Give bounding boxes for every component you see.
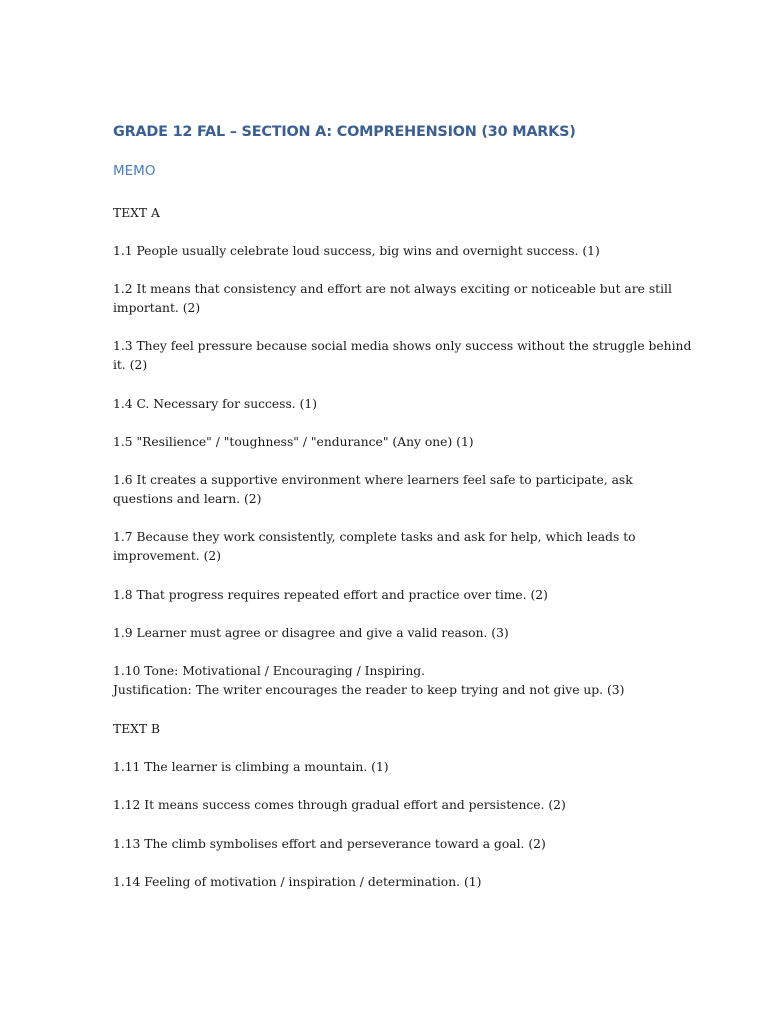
answer-1-13 — [113, 835, 673, 854]
answer-line: 1.3 They feel pressure because social media shows only success without the struggle behind — [113, 339, 692, 353]
answer-line: 1.2 It means that consistency and effort are not always exciting or noticeable but are still — [113, 282, 672, 296]
answer-line: improvement. (2) — [113, 549, 222, 564]
answer-1-2 — [113, 280, 673, 318]
answer-1-8 — [113, 586, 673, 605]
answer-1-6 — [113, 471, 673, 509]
section-label: TEXT A — [113, 206, 160, 220]
answer-line: 1.11 The learner is climbing a mountain. (1) — [113, 760, 389, 774]
answer-line: 1.4 C. Necessary for success. (1) — [113, 397, 318, 411]
answer-line: 1.13 The climb symbolises effort and perseverance toward a goal. (2) — [113, 837, 546, 851]
answer-line: 1.1 People usually celebrate loud success, big wins and overnight success. (1) — [113, 244, 600, 258]
answer-line: 1.10 Tone: Motivational / Encouraging / Inspiring. — [113, 664, 426, 678]
answer-1-12 — [113, 796, 673, 815]
text-b-label — [113, 720, 673, 739]
answer-line: important. (2) — [113, 301, 201, 316]
answer-line: 1.5 "Resilience" / "toughness" / "endurance" (Any one) (1) — [113, 435, 474, 449]
text-a-label — [113, 204, 673, 223]
memo-subtitle: MEMO — [113, 163, 156, 179]
section-label: TEXT B — [113, 722, 161, 736]
answer-1-3 — [113, 337, 692, 375]
answer-line: 1.9 Learner must agree or disagree and give a valid reason. (3) — [113, 626, 509, 640]
answer-1-1 — [113, 242, 673, 261]
answer-1-10 — [113, 662, 673, 700]
answer-line: it. (2) — [113, 358, 148, 373]
answer-1-11 — [113, 758, 673, 777]
answer-1-9 — [113, 624, 673, 643]
answer-line: 1.7 Because they work consistently, complete tasks and ask for help, which leads to — [113, 530, 636, 544]
answer-1-4 — [113, 395, 673, 414]
answer-line: Justification: The writer encourages the reader to keep trying and not give up. (3) — [113, 683, 625, 698]
answer-1-7 — [113, 528, 673, 566]
answer-line: 1.12 It means success comes through gradual effort and persistence. (2) — [113, 798, 566, 812]
answer-1-5 — [113, 433, 673, 452]
answer-line: 1.6 It creates a supportive environment where learners feel safe to participate, ask — [113, 473, 633, 487]
answer-line: 1.14 Feeling of motivation / inspiration / determination. (1) — [113, 875, 482, 889]
answer-line: 1.8 That progress requires repeated effort and practice over time. (2) — [113, 588, 548, 602]
answer-line: questions and learn. (2) — [113, 492, 262, 507]
document-title: GRADE 12 FAL – SECTION A: COMPREHENSION (30 MARKS) — [113, 124, 576, 140]
answer-1-14 — [113, 873, 673, 892]
